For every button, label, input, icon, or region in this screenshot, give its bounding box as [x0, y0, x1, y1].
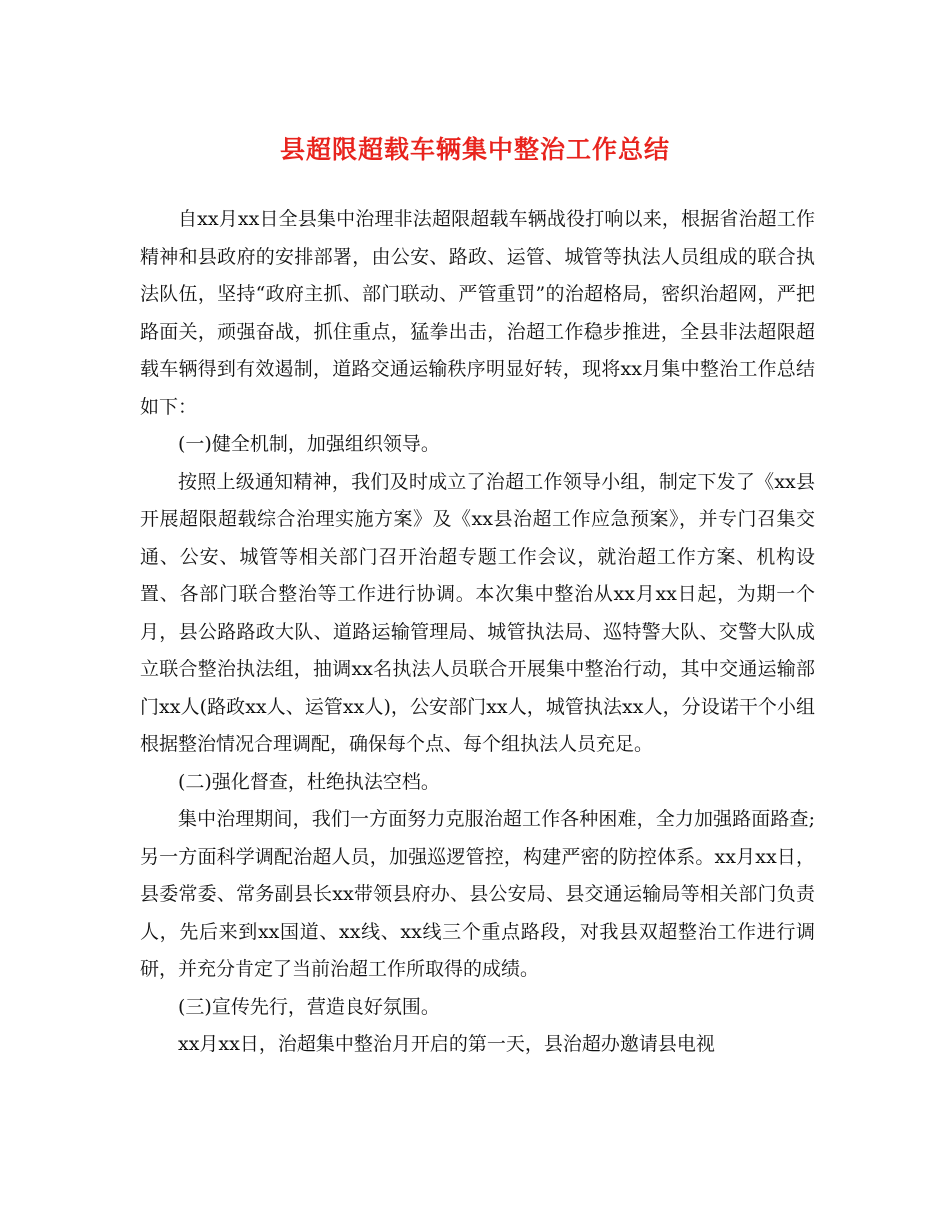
- document-title: 县超限超载车辆集中整治工作总结: [279, 135, 670, 164]
- section-heading-2: (二)强化督查，杜绝执法空档。: [178, 770, 440, 793]
- paragraph-section-3: xx月xx日，治超集中整治月开启的第一天，县治超办邀请县电视: [178, 1033, 715, 1055]
- paragraph-intro: 自xx月xx日全县集中治理非法超限超载车辆战役打响以来，根据省治超工作精神和县政府的安排部署，由公安、路政、运管、城管等执法人员组成的联合执法队伍，坚持“政府主抓、部门联动、严管重罚”的治超格局，密织治超网，严把路面关，顽强奋战，抓住重点，猛拳出击，治超工作稳步推进，全县非法超限超载车辆得到有效遏制，道路交通运输秩序明显好转，现将xx月集中整治工作总结如下：: [140, 208, 815, 418]
- section-heading-1: (一)健全机制，加强组织领导。: [178, 433, 440, 455]
- paragraph-section-2: 集中治理期间，我们一方面努力克服治超工作各种困难，全力加强路面路查;另一方面科学调配治超人员，加强巡逻管控，构建严密的防控体系。xx月xx日，县委常委、常务副县长xx带领县府办、县公安局、县交通运输局等相关部门负责人，先后来到xx国道、xx线、xx线三个重点路段，对我县双超整治工作进行调研，并充分肯定了当前治超工作所取得的成绩。: [140, 808, 815, 980]
- section-heading-3: (三)宣传先行，营造良好氛围。: [178, 995, 440, 1018]
- document-body: [140, 201, 815, 1064]
- paragraph-section-1: 按照上级通知精神，我们及时成立了治超工作领导小组，制定下发了《xx县开展超限超载综合治理实施方案》及《xx县治超工作应急预案》，并专门召集交通、公安、城管等相关部门召开治超专题工作会议，就治超工作方案、机构设置、各部门联合整治等工作进行协调。本次集中整治从xx月xx日起，为期一个月，县公路路政大队、道路运输管理局、城管执法局、巡特警大队、交警大队成立联合整治执法组，抽调xx名执法人员联合开展集中整治行动，其中交通运输部门xx人(路政xx人、运管xx人)，公安部门xx人，城管执法xx人，分设诺干个小组根据整治情况合理调配，确保每个点、每个组执法人员充足。: [140, 470, 815, 755]
